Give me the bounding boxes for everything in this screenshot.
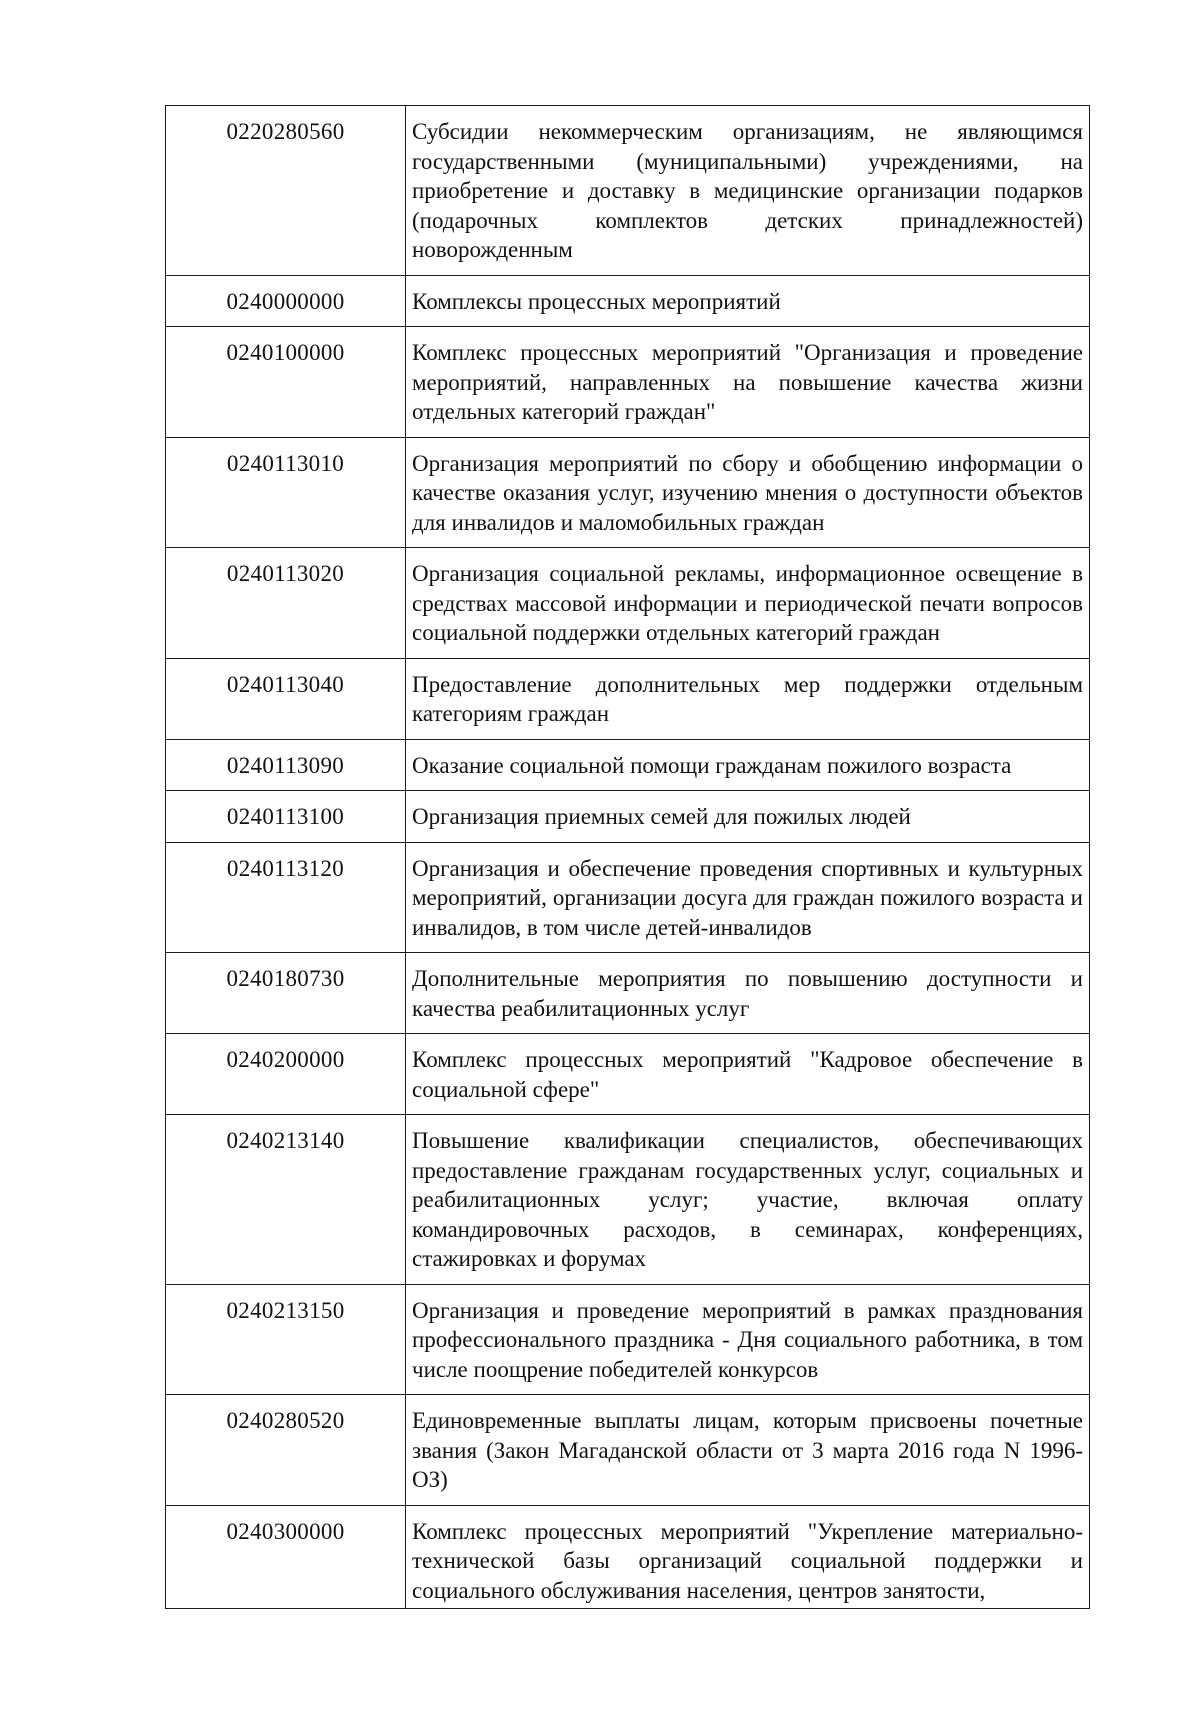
table-row bbox=[166, 791, 1090, 843]
table-row bbox=[166, 1034, 1090, 1115]
row-code: 0240180730 bbox=[166, 953, 406, 1034]
row-code: 0220280560 bbox=[166, 106, 406, 276]
row-code: 0240200000 bbox=[166, 1034, 406, 1115]
row-description: Комплекс процессных мероприятий "Организация и проведение мероприятий, направленных на повышение качества жизни отдельных категорий граждан" bbox=[406, 327, 1090, 438]
row-code: 0240113120 bbox=[166, 842, 406, 953]
table-row bbox=[166, 106, 1090, 276]
row-description: Организация и проведение мероприятий в рамках празднования профессионального праздника - Дня социального работника, в том числе поощрение победителей конкурсов bbox=[406, 1284, 1090, 1395]
table-row bbox=[166, 739, 1090, 791]
row-description: Комплексы процессных мероприятий bbox=[406, 275, 1090, 327]
row-description: Организация приемных семей для пожилых людей bbox=[406, 791, 1090, 843]
row-description: Организация социальной рекламы, информационное освещение в средствах массовой информации и периодической печати вопросов социальной поддержки отдельных категорий граждан bbox=[406, 548, 1090, 659]
row-description: Дополнительные мероприятия по повышению доступности и качества реабилитационных услуг bbox=[406, 953, 1090, 1034]
table-row bbox=[166, 1284, 1090, 1395]
row-code: 0240113090 bbox=[166, 739, 406, 791]
row-code: 0240280520 bbox=[166, 1395, 406, 1506]
row-description: Комплекс процессных мероприятий "Укрепление материально-технической базы организаций социальной поддержки и социального обслуживания населения, центров занятости, bbox=[412, 1518, 1083, 1603]
row-description: Повышение квалификации специалистов, обеспечивающих предоставление гражданам государственных услуг, социальных и реабилитационных услуг; участие, включая оплату командировочных расходов, в семинарах, конференциях, стажировках и форумах bbox=[406, 1115, 1090, 1285]
row-description: Комплекс процессных мероприятий "Кадровое обеспечение в социальной сфере" bbox=[406, 1034, 1090, 1115]
table-row bbox=[166, 275, 1090, 327]
row-code: 0240113010 bbox=[166, 437, 406, 548]
row-code: 0240113040 bbox=[166, 658, 406, 739]
table-row bbox=[166, 842, 1090, 953]
table-row bbox=[166, 1395, 1090, 1506]
row-code: 0240213140 bbox=[166, 1115, 406, 1285]
table-row bbox=[166, 327, 1090, 438]
row-code: 0240213150 bbox=[166, 1284, 406, 1395]
table-row bbox=[166, 1115, 1090, 1285]
row-description: Единовременные выплаты лицам, которым присвоены почетные звания (Закон Магаданской области от 3 марта 2016 года N 1996-ОЗ) bbox=[406, 1395, 1090, 1506]
row-description: Оказание социальной помощи гражданам пожилого возраста bbox=[406, 739, 1090, 791]
row-description-cell bbox=[406, 1505, 1090, 1608]
row-code: 0240113100 bbox=[166, 791, 406, 843]
row-code: 0240113020 bbox=[166, 548, 406, 659]
table-row bbox=[166, 1505, 1090, 1608]
row-description: Предоставление дополнительных мер поддержки отдельным категориям граждан bbox=[406, 658, 1090, 739]
table-row bbox=[166, 953, 1090, 1034]
table-row bbox=[166, 658, 1090, 739]
row-description: Организация и обеспечение проведения спортивных и культурных мероприятий, организации досуга для граждан пожилого возраста и инвалидов, в том числе детей-инвалидов bbox=[406, 842, 1090, 953]
row-code: 0240000000 bbox=[166, 275, 406, 327]
table-row bbox=[166, 437, 1090, 548]
table-row bbox=[166, 548, 1090, 659]
row-code: 0240100000 bbox=[166, 327, 406, 438]
budget-classification-table bbox=[165, 105, 1090, 1609]
row-code: 0240300000 bbox=[166, 1505, 406, 1608]
row-description: Организация мероприятий по сбору и обобщению информации о качестве оказания услуг, изучению мнения о доступности объектов для инвалидов и маломобильных граждан bbox=[406, 437, 1090, 548]
row-description: Субсидии некоммерческим организациям, не являющимся государственными (муниципальными) учреждениями, на приобретение и доставку в медицинские организации подарков (подарочных комплектов детских принадлежностей) новорожденным bbox=[406, 106, 1090, 276]
